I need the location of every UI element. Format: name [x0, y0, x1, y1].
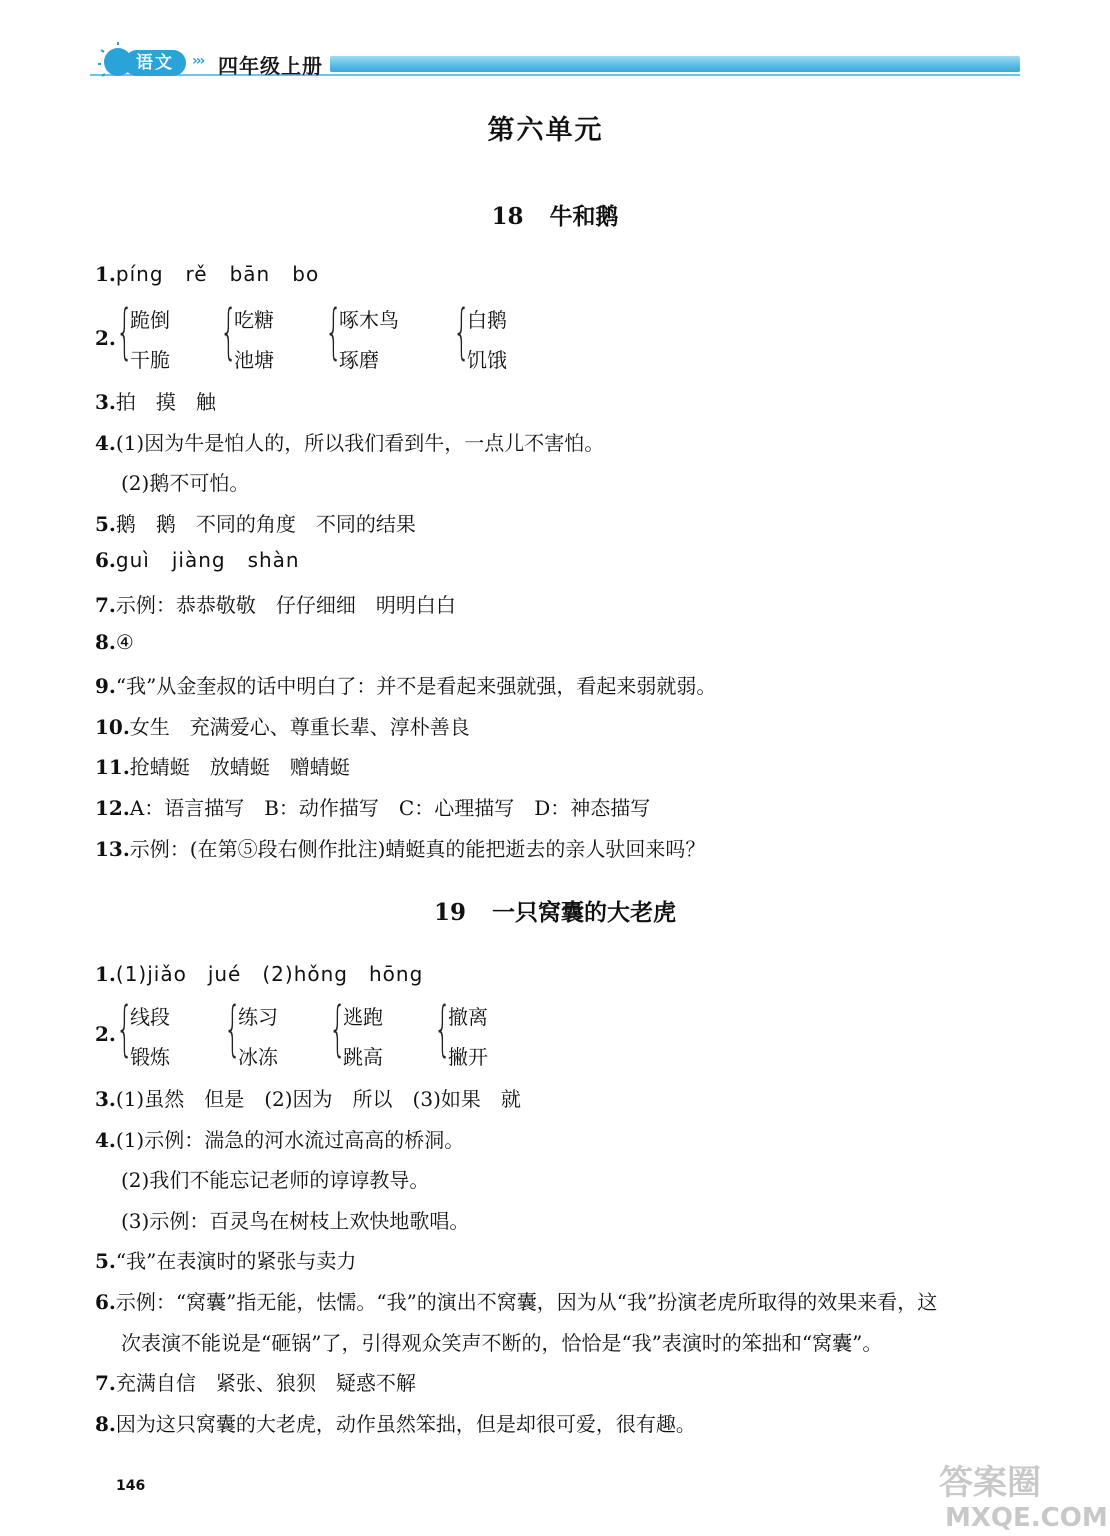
l18-q1: 1.píng rě bān bo — [95, 262, 320, 286]
svg-text:MXQE.COM: MXQE.COM — [945, 1503, 1108, 1533]
page-header — [0, 0, 1091, 90]
chevron-icon: ››› — [192, 53, 204, 69]
pinyin: guì — [115, 548, 150, 572]
pinyin: píng — [115, 262, 164, 286]
lesson-number: 19 — [433, 899, 466, 926]
pinyin: bān — [229, 262, 271, 286]
pinyin: shàn — [247, 548, 300, 572]
l18-q5: 5.鹅 鹅 不同的角度 不同的结果 — [95, 512, 416, 536]
l18-q13: 13.示例：(在第⑤段右侧作批注)蜻蜓真的能把逝去的亲人驮回来吗？ — [95, 837, 706, 861]
watermark-logo — [935, 1460, 1108, 1533]
l19-q6: 6.示例：“窝囊”指无能，怯懦。“我”的演出不窝囊，因为从“我”扮演老虎所取得的效果来看，这 — [95, 1290, 938, 1314]
grade-label: 四年级上册 — [218, 54, 323, 78]
l18-q11: 11.抢蜻蜓 放蜻蜓 赠蜻蜓 — [95, 755, 350, 779]
l18-q2-number: 2. — [95, 326, 116, 350]
lesson-name: 一只窝囊的大老虎 — [492, 900, 676, 926]
lesson-name: 牛和鹅 — [549, 204, 619, 230]
lesson-19-title — [0, 894, 1110, 927]
l18-q8: 8.④ — [95, 630, 134, 654]
lesson-18-title — [0, 198, 1110, 231]
l18-q6: 6.guì jiàng shàn — [95, 548, 300, 572]
page-number: 146 — [116, 1478, 146, 1494]
l19-q7: 7.充满自信 紧张、狼狈 疑惑不解 — [95, 1371, 416, 1395]
lesson-number: 18 — [491, 203, 524, 230]
subject-badge: 语文 — [124, 50, 186, 76]
l19-q4-part3: (3)示例：百灵鸟在树枝上欢快地歌唱。 — [121, 1209, 470, 1233]
l18-q9: 9.“我”从金奎叔的话中明白了：并不是看起来强就强，看起来弱就弱。 — [95, 674, 717, 698]
l18-q3: 3.拍 摸 触 — [95, 390, 216, 414]
l18-q7: 7.示例：恭恭敬敬 仔仔细细 明明白白 — [95, 593, 456, 617]
l19-q4: 4.(1)示例：湍急的河水流过高高的桥洞。 — [95, 1128, 465, 1152]
l19-q4-part2: (2)我们不能忘记老师的谆谆教导。 — [121, 1168, 430, 1192]
l19-q8: 8.因为这只窝囊的大老虎，动作虽然笨拙，但是却很可爱，很有趣。 — [95, 1412, 696, 1436]
svg-text:答案圈: 答案圈 — [939, 1463, 1041, 1503]
l19-q1: 1.(1)jiǎo jué (2)hǒng hōng — [95, 962, 424, 986]
l19-q5: 5.“我”在表演时的紧张与卖力 — [95, 1249, 357, 1273]
header-bar — [330, 56, 1020, 72]
l18-q12: 12.A：语言描写 B：动作描写 C：心理描写 D：神态描写 — [95, 796, 651, 820]
pinyin: rě — [185, 262, 208, 286]
unit-title: 第六单元 — [487, 115, 604, 146]
l18-q10: 10.女生 充满爱心、尊重长辈、淳朴善良 — [95, 715, 470, 739]
l19-q6-cont: 次表演不能说是“砸锅”了，引得观众笑声不断的，恰恰是“我”表演时的笨拙和“窝囊”。 — [121, 1331, 883, 1355]
pinyin: jiàng — [171, 548, 226, 572]
l19-q3: 3.(1)虽然 但是 (2)因为 所以 (3)如果 就 — [95, 1087, 521, 1111]
pinyin: bo — [292, 262, 320, 286]
l18-q4: 4.(1)因为牛是怕人的，所以我们看到牛，一点儿不害怕。 — [95, 431, 605, 455]
l19-q2-number: 2. — [95, 1022, 116, 1046]
l18-q4-part2: (2)鹅不可怕。 — [121, 471, 250, 495]
